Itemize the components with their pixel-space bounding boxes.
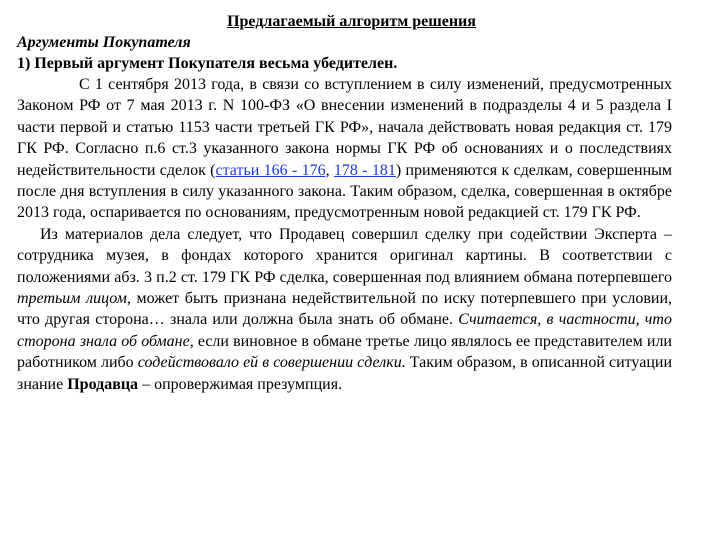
paragraph-2	[17, 224, 672, 395]
paragraph-1-text-b: ) применяются к сделкам, совершенным после дня вступления в силу указанного закона. Таким образом, сделка, совершенная в октябре 2013 года, оспаривается по основаниям, предусмотренным новой редакцией ст. 179 ГК РФ.	[17, 161, 673, 222]
link-articles-166-176[interactable]: статьи 166 - 176	[215, 161, 326, 179]
section-heading: 1) Первый аргумент Покупателя весьма убедителен.	[17, 55, 398, 72]
paragraph-2-text-a: Из материалов дела следует, что Продавец совершил сделку при содействии Эксперта – сотрудника музея, в фондах которого хранится оригинал картины. В соответствии с положениями абз. 3 п.2 ст. 179 ГК РФ сделка, совершенная под влиянием обмана потерпевшего	[17, 225, 672, 286]
paragraph-2-text-b: , может быть признана недействительной по иску потерпевшего при условии, что другая сторона… знала или должна была знать об обмане.	[17, 290, 673, 329]
italic-third-party: третьим лицом	[17, 290, 127, 308]
italic-presumption: Считается, в частности, что сторона знала об обмане	[17, 311, 672, 350]
bold-seller: Продавца	[67, 375, 139, 393]
italic-assisted: содействовало ей в совершении сделки.	[137, 354, 406, 372]
page-title: Предлагаемый алгоритм решения	[227, 13, 476, 30]
paragraph-1	[17, 74, 672, 224]
link-articles-178-181[interactable]: 178 - 181	[333, 161, 396, 179]
paragraph-2-text-d: Таким образом, в описанной ситуации знание	[17, 354, 673, 393]
paragraph-2-text-e: – опровержимая презумпция.	[138, 375, 343, 393]
link-separator: ,	[325, 161, 334, 179]
subtitle: Аргументы Покупателя	[17, 34, 191, 51]
paragraph-2-text-c: , если виновное в обмане третье лицо являлось ее представителем или работником либо	[17, 332, 672, 372]
paragraph-1-text-a: С 1 сентября 2013 года, в связи со вступлением в силу изменений, предусмотренных Законом РФ от 7 мая 2013 г. N 100-ФЗ «О внесении изменений в подразделы 4 и 5 раздела I части первой и статью 1153 части третьей ГК РФ», начала действовать новая редакция ст. 179 ГК РФ. Согласно п.6 ст.3 указанного закона нормы ГК РФ об основаниях и о последствиях недействительности сделок (	[17, 76, 672, 179]
